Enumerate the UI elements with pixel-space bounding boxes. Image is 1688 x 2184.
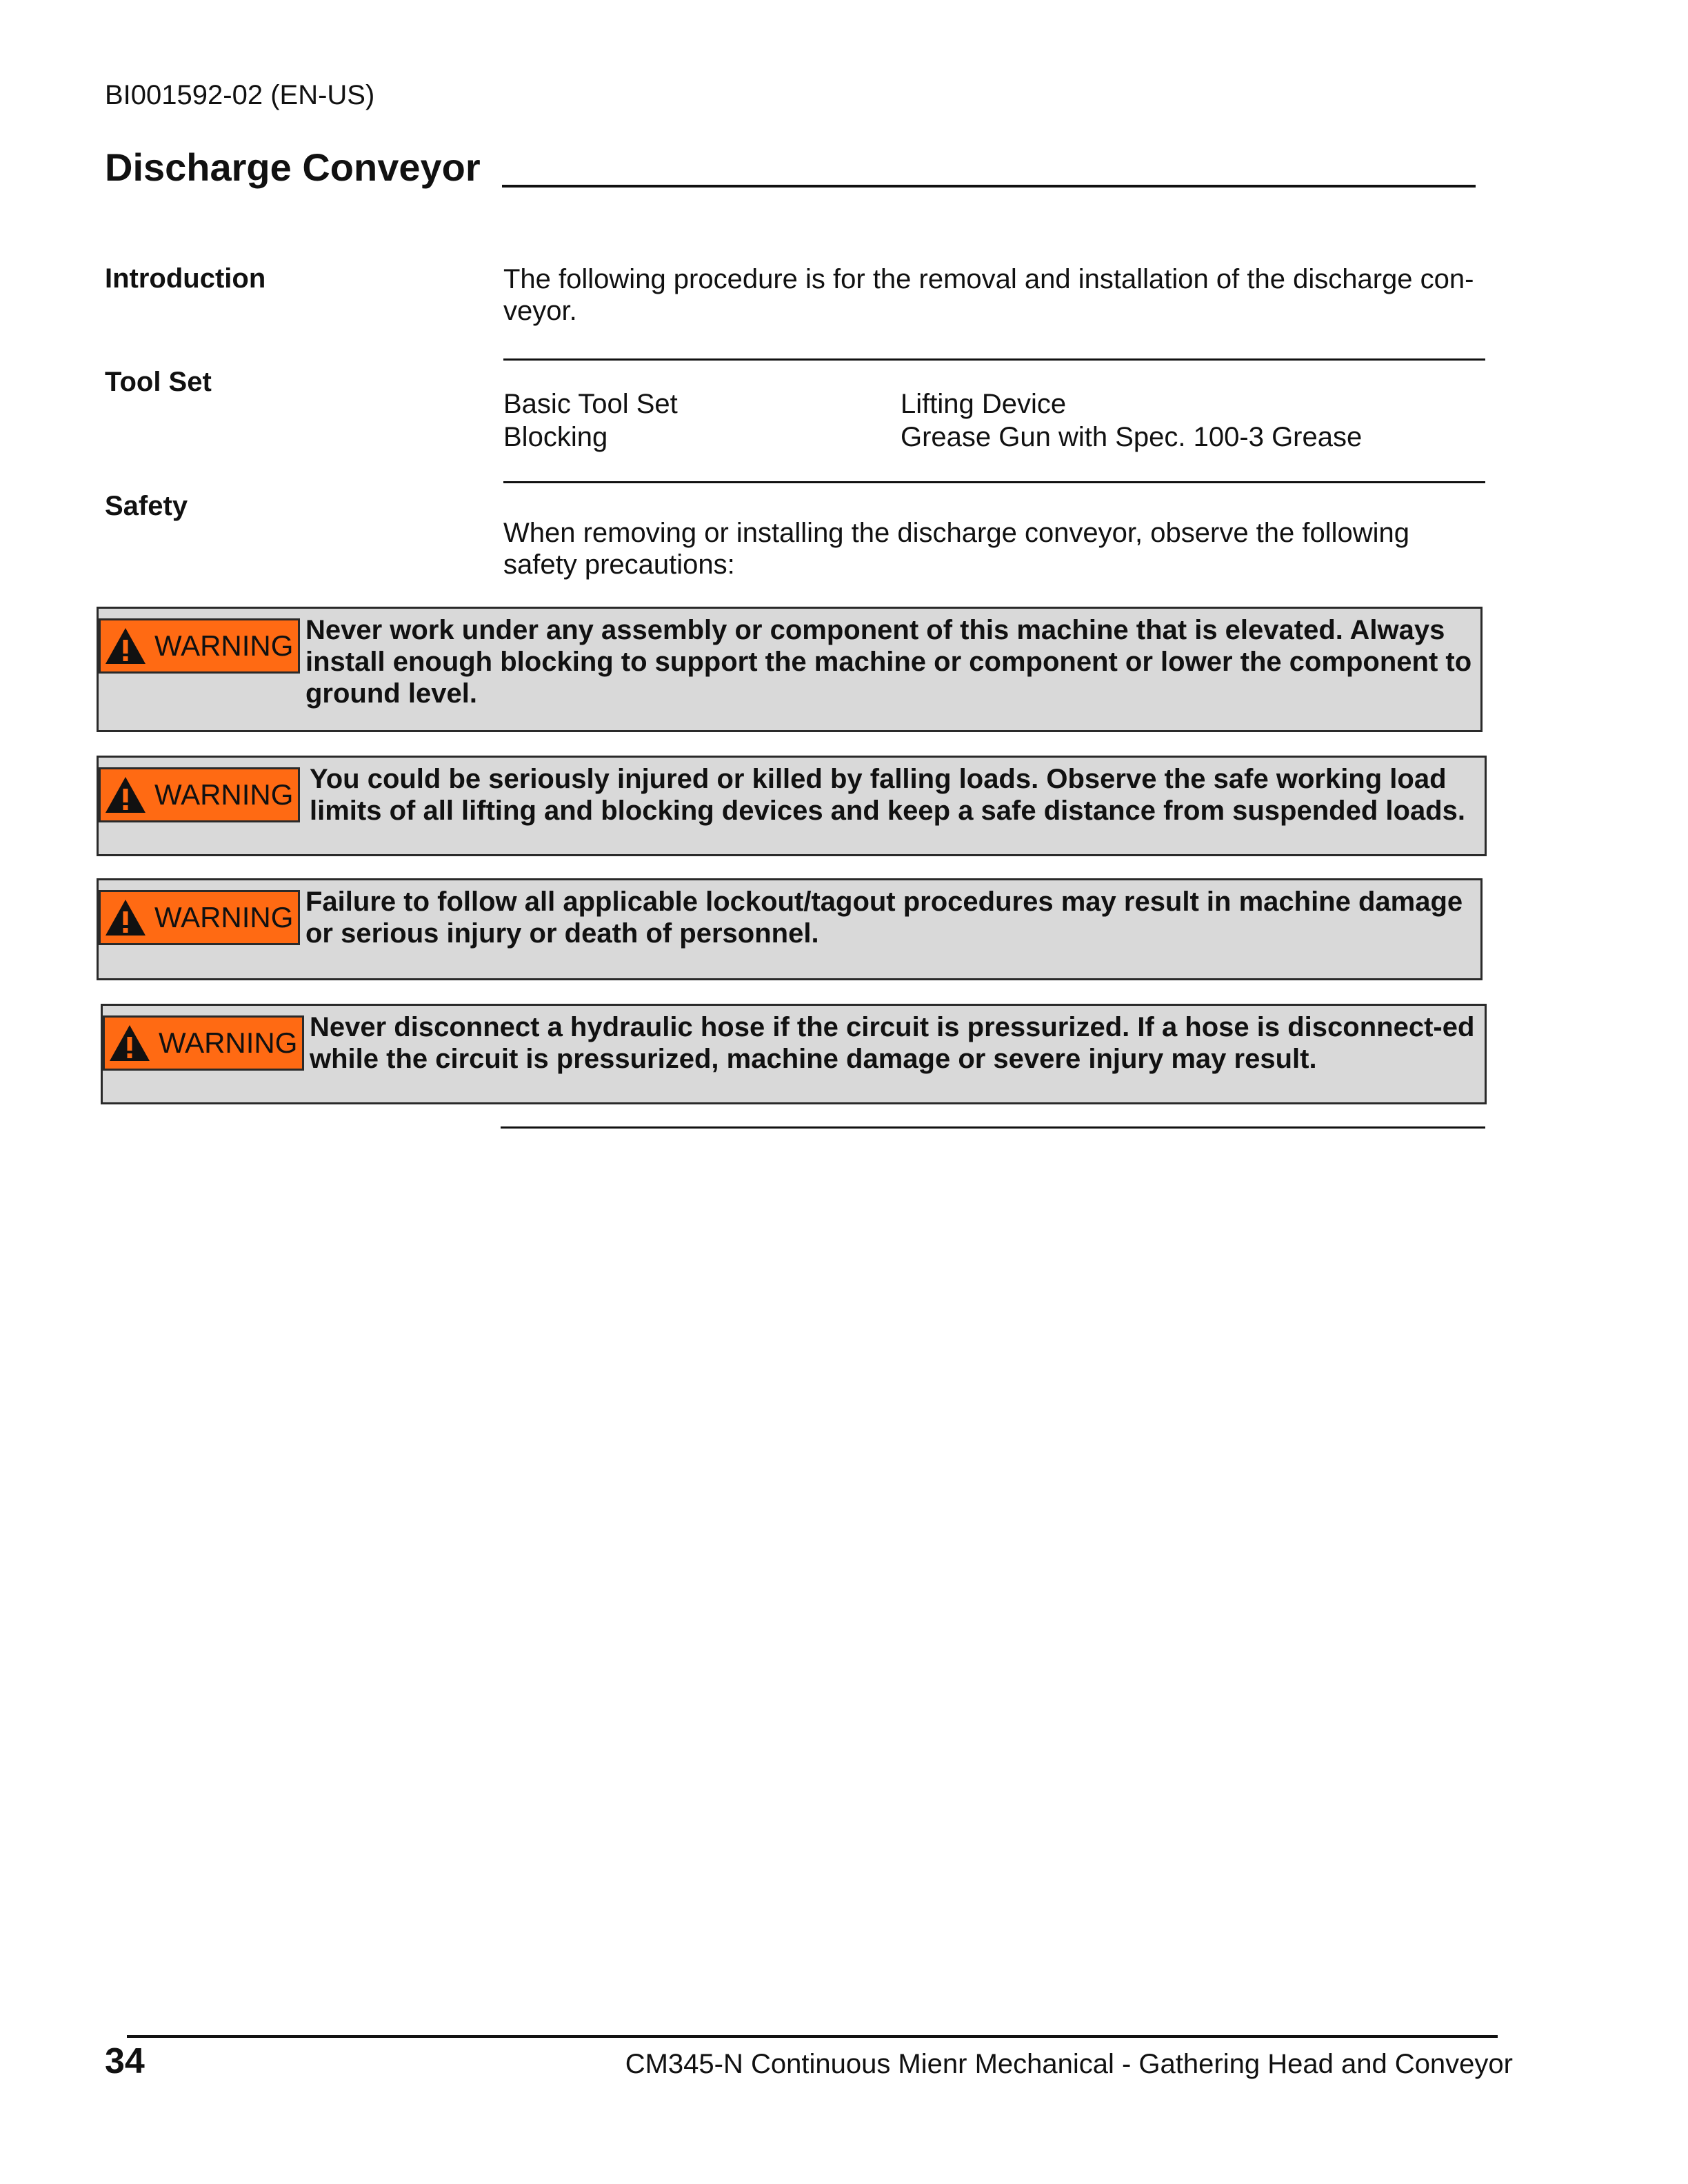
warning-label: WARNING [154, 629, 294, 662]
warning-text: Never work under any assembly or component of this machine that is elevated. Always install enough blocking to support the machine or component or lower the component to ground level. [305, 615, 1472, 709]
tool-item: Blocking [503, 422, 608, 452]
warning-box [97, 756, 1487, 856]
warning-tag [103, 1015, 304, 1071]
title-rule [502, 185, 1476, 188]
section-rule [503, 481, 1485, 483]
warning-box [97, 607, 1483, 732]
page-title: Discharge Conveyor [105, 145, 481, 189]
warning-text: Failure to follow all applicable lockout/tagout procedures may result in machine damage or serious injury or death of personnel. [305, 887, 1463, 949]
section-rule [501, 1126, 1485, 1129]
safety-text: When removing or installing the discharge conveyor, observe the following safety precautions: [503, 518, 1410, 580]
warning-text: You could be seriously injured or killed by falling loads. Observe the safe working load limits of all lifting and blocking devices and keep a safe distance from suspended loads. [310, 764, 1465, 826]
warning-tag [99, 618, 300, 674]
warning-triangle-icon [103, 626, 148, 666]
introduction-label: Introduction [105, 263, 266, 294]
safety-label: Safety [105, 491, 188, 521]
tool-item: Basic Tool Set [503, 389, 678, 419]
warning-triangle-icon [103, 775, 148, 815]
footer-rule [127, 2035, 1498, 2038]
page-number: 34 [105, 2041, 145, 2081]
warning-label: WARNING [159, 1027, 298, 1059]
warning-box [101, 1004, 1487, 1104]
warning-tag [99, 890, 300, 945]
introduction-text: The following procedure is for the removal and installation of the discharge con-veyor. [503, 264, 1474, 326]
warning-label: WARNING [154, 901, 294, 933]
warning-triangle-icon [103, 898, 148, 938]
warning-triangle-icon [108, 1023, 152, 1063]
tool-item: Lifting Device [901, 389, 1067, 419]
warning-text: Never disconnect a hydraulic hose if the circuit is pressurized. If a hose is disconnect-ed while the circuit is pressurized, machine damage or severe injury may result. [310, 1012, 1475, 1074]
warning-label: WARNING [154, 778, 294, 811]
tool-set-label: Tool Set [105, 367, 212, 397]
warning-tag [99, 767, 300, 822]
warning-box [97, 878, 1483, 980]
footer-title: CM345-N Continuous Mienr Mechanical - Gathering Head and Conveyor [625, 2049, 1513, 2079]
document-id: BI001592-02 (EN-US) [105, 80, 375, 110]
tool-item: Grease Gun with Spec. 100-3 Grease [901, 422, 1363, 452]
section-rule [503, 358, 1485, 361]
